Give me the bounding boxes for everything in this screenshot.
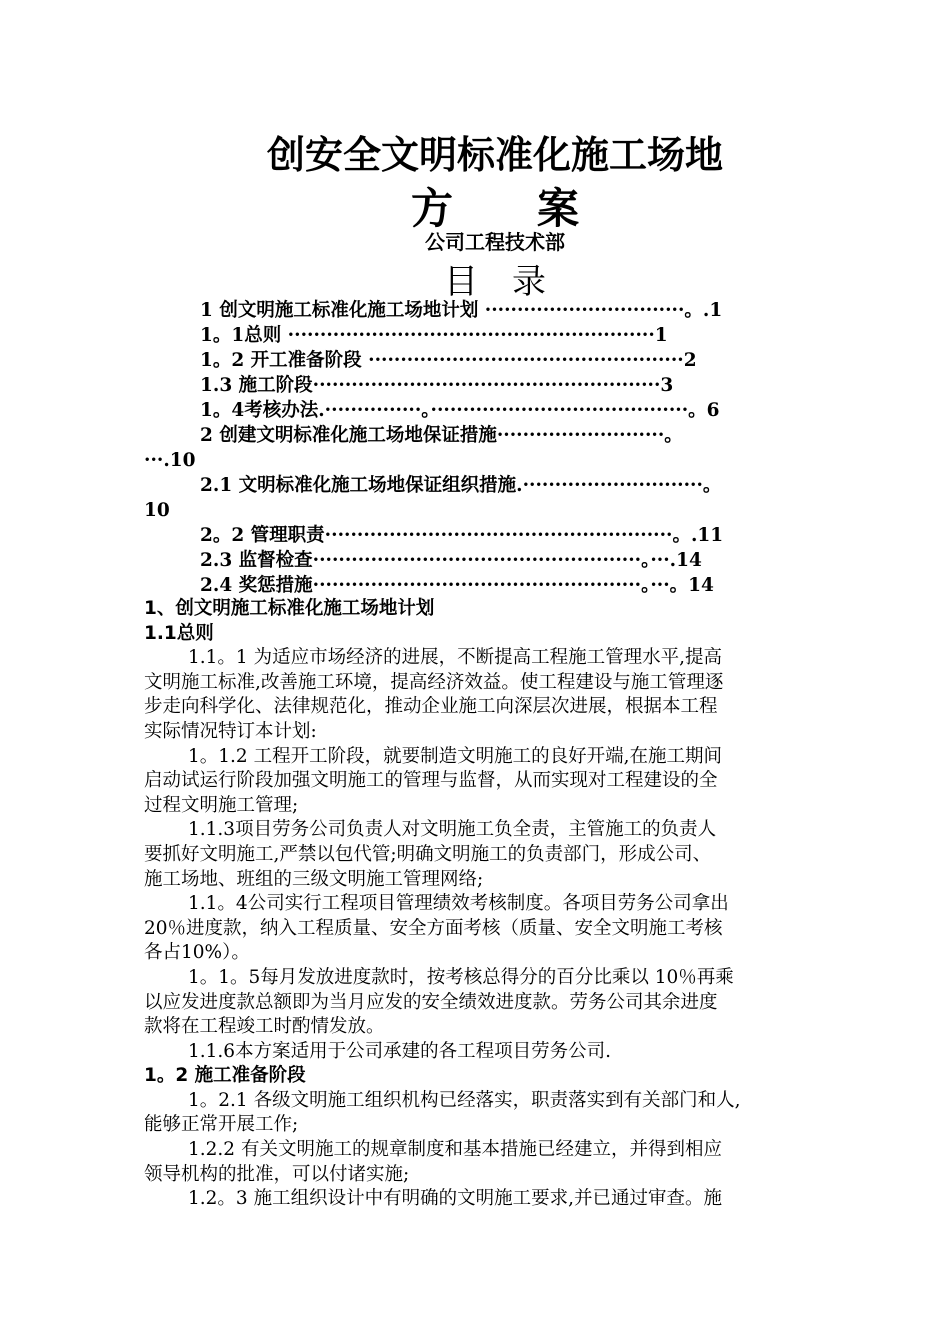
- paragraph-line: 施工场地、班组的三级文明施工管理网络;: [144, 868, 484, 890]
- paragraph-line: 1.2。3 施工组织设计中有明确的文明施工要求,并已通过审查。施: [188, 1188, 722, 1210]
- paragraph-line: 文明施工标准,改善施工环境，提高经济效益。使工程建设与施工管理逐: [144, 671, 724, 693]
- paragraph-line: 1.1。4公司实行工程项目管理绩效考核制度。各项目劳务公司拿出: [188, 893, 729, 915]
- paragraph-line: 1。2.1 各级文明施工组织机构已经落实，职责落实到有关部门和人,: [188, 1089, 741, 1111]
- toc-entry: 1。4考核办法.···············。········································。6: [200, 400, 720, 421]
- toc-entry: 1。2 开工准备阶段 ·················································2: [200, 350, 697, 371]
- document-body: [144, 597, 850, 1212]
- document-title: 创安全文明标准化施工场地: [266, 133, 723, 177]
- paragraph-line: 以应发进度款总额即为当月应发的安全绩效进度款。劳务公司其余进度: [144, 991, 718, 1013]
- paragraph-line: 过程文明施工管理;: [144, 794, 299, 816]
- paragraph-line: 各占10%）。: [144, 942, 250, 964]
- section-heading: 1、创文明施工标准化施工场地计划: [144, 598, 435, 619]
- paragraph-line: 款将在工程竣工时酌情发放。: [144, 1016, 385, 1038]
- department-name: 公司工程技术部: [425, 230, 565, 254]
- section-heading: 1.1总则: [144, 622, 214, 644]
- toc-entry: 2。2 管理职责······················································。.11: [200, 525, 724, 546]
- toc-entry: 1 创文明施工标准化施工场地计划 ·······························。.1: [200, 300, 723, 321]
- paragraph-line: 步走向科学化、法律规范化，推动企业施工向深层次进展，根据本工程: [144, 696, 718, 718]
- paragraph-line: 要抓好文明施工,严禁以包代管;明确文明施工的负责部门，形成公司、: [144, 843, 712, 865]
- toc-entry: 1。1总则 ·························································1: [200, 325, 668, 346]
- toc-entry: 10: [144, 500, 170, 521]
- toc-entry: 2.3 监督检查···················································。···.14: [200, 550, 702, 571]
- paragraph-line: 能够正常开展工作;: [144, 1114, 299, 1136]
- table-of-contents: [144, 298, 864, 598]
- paragraph-line: 1。1.2 工程开工阶段，就要制造文明施工的良好开端,在施工期间: [188, 745, 722, 767]
- paragraph-line: 1。1。5每月发放进度款时，按考核总得分的百分比乘以 10％再乘: [188, 966, 734, 988]
- toc-heading: 目 录: [444, 262, 546, 302]
- paragraph-line: 1.1.6本方案适用于公司承建的各工程项目劳务公司.: [188, 1040, 611, 1062]
- toc-entry: 2.4 奖惩措施···················································。···。14: [200, 575, 714, 596]
- toc-entry: 2.1 文明标准化施工场地保证组织措施.····························。: [200, 475, 722, 496]
- paragraph-line: 实际情况特订本计划:: [144, 720, 317, 742]
- section-heading: 1。2 施工准备阶段: [144, 1065, 306, 1087]
- paragraph-line: 领导机构的批准，可以付诸实施;: [144, 1163, 410, 1185]
- document-subtitle: 方 案: [410, 184, 579, 233]
- toc-entry: 1.3 施工阶段······················································3: [200, 375, 674, 396]
- toc-entry: ···.10: [144, 450, 196, 471]
- paragraph-line: 1.1.3项目劳务公司负责人对文明施工负全责，主管施工的负责人: [188, 819, 717, 841]
- paragraph-line: 启动试运行阶段加强文明施工的管理与监督，从而实现对工程建设的全: [144, 770, 718, 792]
- paragraph-line: 1.1。1 为适应市场经济的进展，不断提高工程施工管理水平,提高: [188, 647, 722, 669]
- toc-entry: 2 创建文明标准化施工场地保证措施··························。: [200, 425, 683, 446]
- paragraph-line: 20％进度款，纳入工程质量、安全方面考核（质量、安全文明施工考核: [144, 917, 723, 939]
- paragraph-line: 1.2.2 有关文明施工的规章制度和基本措施已经建立，并得到相应: [188, 1139, 722, 1161]
